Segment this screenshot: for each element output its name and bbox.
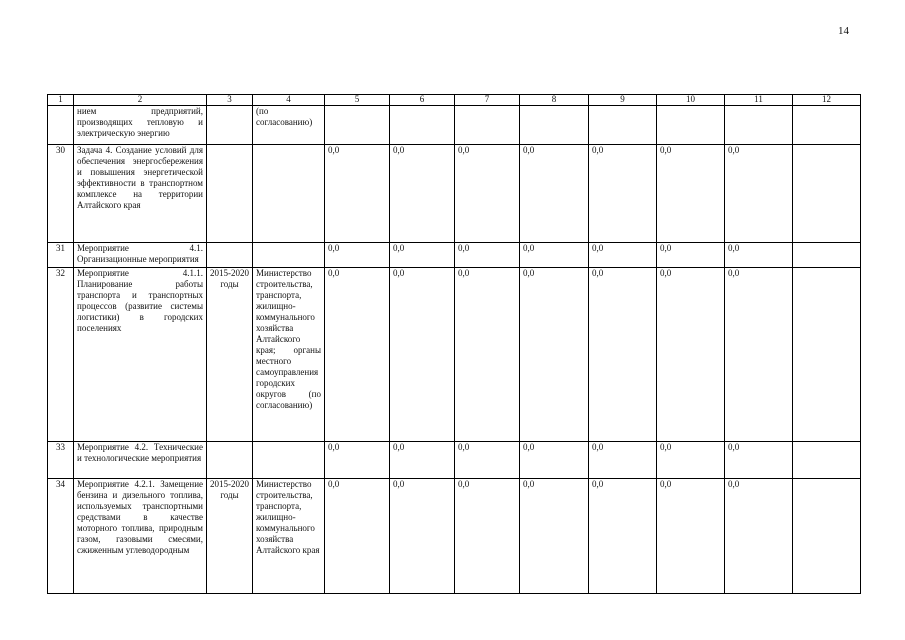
row-name: Задача 4. Создание условий для обеспечения энергосбережения и повышения энергетической эффективности в транспортном комплексе на территории Алтайского края [74, 145, 207, 243]
row-years [207, 106, 253, 145]
value-cell: 0,0 [520, 479, 589, 594]
program-table [47, 94, 861, 594]
table-row [48, 268, 861, 442]
value-cell: 0,0 [589, 145, 657, 243]
row-name: нием предприятий, производящих тепловую и электрическую энергию [74, 106, 207, 145]
value-cell: 0,0 [455, 243, 520, 268]
value-cell: 0,0 [390, 145, 455, 243]
value-cell [325, 106, 390, 145]
value-cell: 0,0 [325, 268, 390, 442]
row-number: 31 [48, 243, 74, 268]
value-cell: 0,0 [725, 145, 793, 243]
row-name: Мероприятие 4.1.1. Планирование работы транспорта и транспортных процессов (развитие системы логистики) в городских поселениях [74, 268, 207, 442]
value-cell: 0,0 [657, 268, 725, 442]
value-cell [793, 145, 861, 243]
row-executor: Министерство строительства, транспорта, жилищно-коммунального хозяйства Алтайского края; органы местного самоуправления городских округов (по согласованию) [253, 268, 325, 442]
value-cell [589, 106, 657, 145]
row-executor: (по согласованию) [253, 106, 325, 145]
value-cell: 0,0 [455, 442, 520, 479]
value-cell: 0,0 [589, 268, 657, 442]
column-header: 5 [325, 95, 390, 106]
value-cell: 0,0 [725, 243, 793, 268]
value-cell [657, 106, 725, 145]
value-cell [455, 106, 520, 145]
value-cell [793, 243, 861, 268]
row-years [207, 442, 253, 479]
value-cell [793, 442, 861, 479]
column-header: 7 [455, 95, 520, 106]
value-cell: 0,0 [657, 479, 725, 594]
value-cell [793, 106, 861, 145]
column-header: 1 [48, 95, 74, 106]
value-cell: 0,0 [520, 243, 589, 268]
column-header: 3 [207, 95, 253, 106]
value-cell: 0,0 [520, 442, 589, 479]
value-cell: 0,0 [455, 268, 520, 442]
value-cell: 0,0 [589, 243, 657, 268]
value-cell: 0,0 [657, 243, 725, 268]
row-years: 2015-2020 годы [207, 268, 253, 442]
value-cell: 0,0 [520, 145, 589, 243]
column-header: 12 [793, 95, 861, 106]
column-number-row [48, 95, 861, 106]
value-cell: 0,0 [325, 145, 390, 243]
value-cell: 0,0 [657, 442, 725, 479]
row-number: 34 [48, 479, 74, 594]
value-cell: 0,0 [455, 145, 520, 243]
column-header: 4 [253, 95, 325, 106]
value-cell: 0,0 [520, 268, 589, 442]
row-name: Мероприятие 4.1. Организационные мероприятия [74, 243, 207, 268]
value-cell: 0,0 [589, 442, 657, 479]
value-cell: 0,0 [390, 243, 455, 268]
value-cell [793, 268, 861, 442]
table-row [48, 243, 861, 268]
value-cell: 0,0 [657, 145, 725, 243]
value-cell: 0,0 [390, 268, 455, 442]
row-name: Мероприятие 4.2.1. Замещение бензина и дизельного топлива, используемых транспортными средствами в качестве моторного топлива, природным газом, газовыми смесями, сжиженным углеводородным [74, 479, 207, 594]
value-cell: 0,0 [325, 442, 390, 479]
table-row [48, 145, 861, 243]
row-number [48, 106, 74, 145]
row-number: 32 [48, 268, 74, 442]
table-row [48, 479, 861, 594]
row-number: 33 [48, 442, 74, 479]
value-cell [725, 106, 793, 145]
row-years: 2015-2020 годы [207, 479, 253, 594]
column-header: 6 [390, 95, 455, 106]
value-cell [390, 106, 455, 145]
row-name: Мероприятие 4.2. Технические и технологические мероприятия [74, 442, 207, 479]
row-years [207, 243, 253, 268]
row-executor [253, 145, 325, 243]
row-number: 30 [48, 145, 74, 243]
value-cell [793, 479, 861, 594]
value-cell: 0,0 [725, 479, 793, 594]
column-header: 10 [657, 95, 725, 106]
row-executor [253, 243, 325, 268]
page-number: 14 [838, 25, 849, 37]
column-header: 9 [589, 95, 657, 106]
value-cell: 0,0 [325, 243, 390, 268]
value-cell: 0,0 [455, 479, 520, 594]
column-header: 2 [74, 95, 207, 106]
value-cell: 0,0 [725, 442, 793, 479]
row-years [207, 145, 253, 243]
column-header: 8 [520, 95, 589, 106]
value-cell: 0,0 [390, 442, 455, 479]
value-cell [520, 106, 589, 145]
table-row [48, 442, 861, 479]
row-executor [253, 442, 325, 479]
value-cell: 0,0 [390, 479, 455, 594]
value-cell: 0,0 [725, 268, 793, 442]
value-cell: 0,0 [325, 479, 390, 594]
table-row [48, 106, 861, 145]
value-cell: 0,0 [589, 479, 657, 594]
column-header: 11 [725, 95, 793, 106]
row-executor: Министерство строительства, транспорта, жилищно-коммунального хозяйства Алтайского края [253, 479, 325, 594]
